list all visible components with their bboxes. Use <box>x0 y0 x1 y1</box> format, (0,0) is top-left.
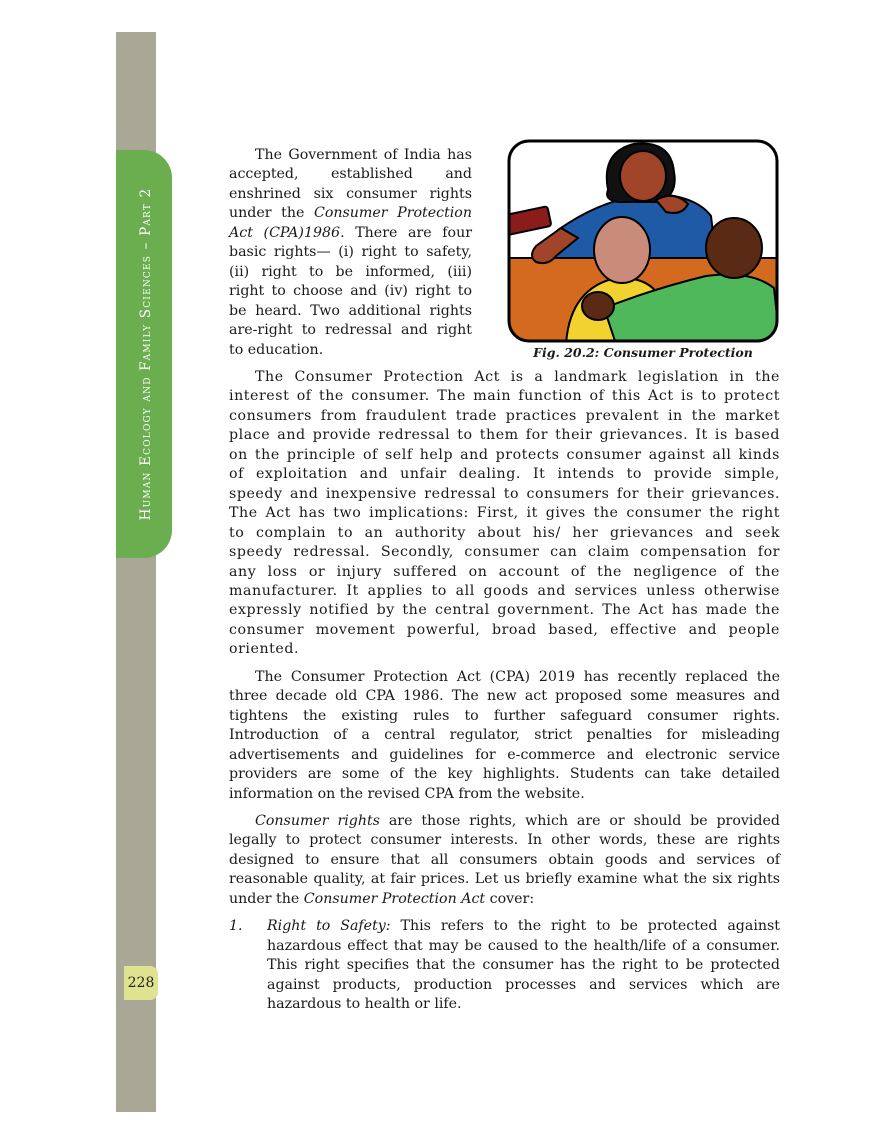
book-title: Human Ecology and Family Sciences – Part 2 <box>138 187 154 521</box>
illustration-svg <box>506 138 780 344</box>
list-text: Right to Safety: This refers to the right to be protected against hazardous effect that may be caused to the health/life of a consumer. This right specifies that the consumer has the right to be protected against products, production processes and services which are hazardous to health or life. <box>267 918 780 1013</box>
body-text <box>229 368 780 1015</box>
page-number: 228 <box>124 966 158 1000</box>
list-item <box>229 917 780 1014</box>
intro-paragraph: The Government of India has accepted, established and enshrined six consumer rights under the Consumer Protection Act (CPA)1986. There are four basic rights— (i) right to safety, (ii) right to be informed, (iii) right to choose and (iv) right to be heard. Two additional rights are-right to redressal and right to education. <box>229 147 472 358</box>
figure-caption: Fig. 20.2: Consumer Protection <box>533 345 753 360</box>
fist-shape <box>582 292 614 320</box>
paragraph: Consumer rights are those rights, which are or should be provided legally to protect consumer interests. In other words, these are rights designed to ensure that all consumers obtain goods and services of reasonable quality, at fair prices. Let us briefly examine what the six rights under the Consumer Protection Act cover: <box>229 812 780 907</box>
head-brown-shape <box>706 218 762 278</box>
list-number: 1. <box>229 918 243 935</box>
face-shape <box>620 151 666 201</box>
paragraph: The Consumer Protection Act is a landmark legislation in the interest of the consumer. The main function of this Act is to protect consumers from fraudulent trade practices prevalent in the market place and provide redressal to them for their grievances. It is based on the principle of self help and protects consumer against all kinds of exploitation and unfair dealing. It intends to provide simple, speedy and inexpensive redressal to consumers for their grievances. The Act has two implications: First, it gives the consumer the right to complain to an authority about his/ her grievances and seek speedy redressal. Secondly, consumer can claim compensation for any loss or injury suffered on account of the negligence of the manufacturer. It applies to all goods and services unless otherwise expressly notified by the central government. The Act has made the consumer movement powerful, broad based, effective and people oriented. <box>229 369 780 658</box>
head-light-shape <box>594 217 650 283</box>
paragraph: The Consumer Protection Act (CPA) 2019 has recently replaced the three decade old CPA 1986. The new act proposed some measures and tightens the existing rules to further safeguard consumer rights. Introduction of a central regulator, strict penalties for misleading advertisements and guidelines for e-commerce and electronic service providers are some of the key highlights. Students can take detailed information on the revised CPA from the website. <box>229 668 780 802</box>
consumer-protection-illustration <box>506 138 780 344</box>
